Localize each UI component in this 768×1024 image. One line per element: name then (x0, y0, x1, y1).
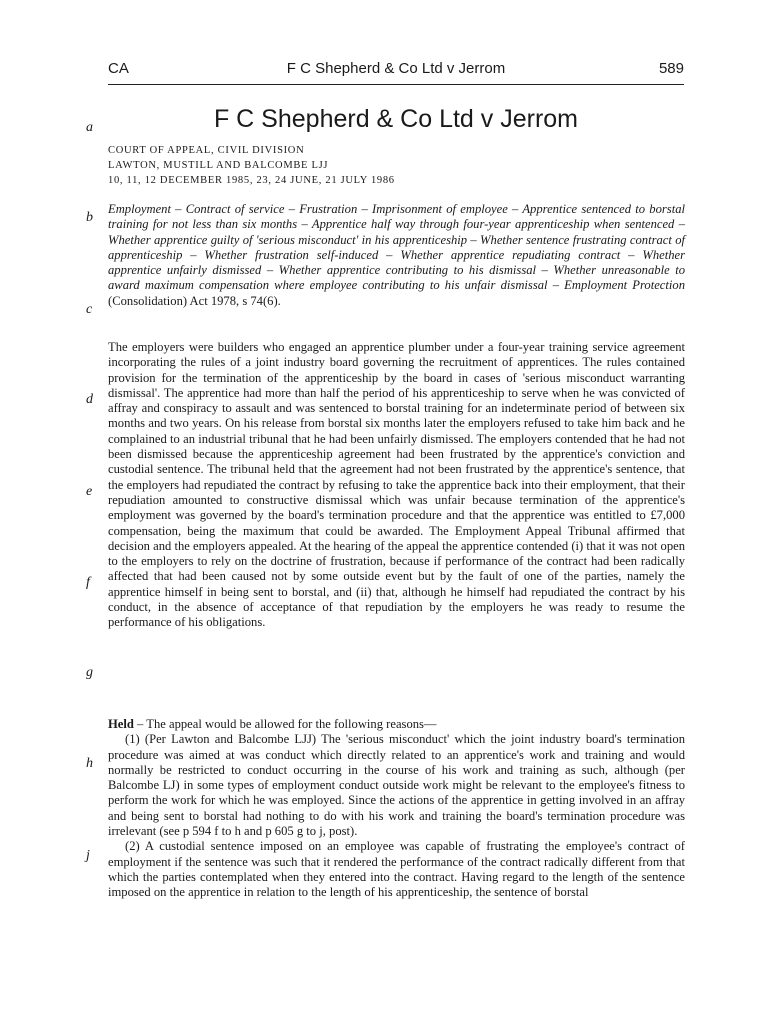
dates-line: 10, 11, 12 DECEMBER 1985, 23, 24 JUNE, 21 JULY 1986 (108, 175, 395, 186)
running-header (108, 60, 684, 82)
margin-letter-j: j (86, 848, 90, 863)
margin-letter-g: g (86, 665, 93, 680)
catchwords-text: Employment – Contract of service – Frustration – Imprisonment of employee – Apprentice sentenced to borstal training for not less than six months – Apprentice half way through four-year apprenticeship when sentenced – Whether apprentice guilty of 'serious misconduct' in his apprenticeship – Whether sentence frustrating contract of apprenticeship – Whether frustration self-induced – Whether apprentice repudiating contract – Whether apprentice unfairly dismissed – Whether apprentice contributing to his dismissal – Whether unreasonable to award maximum compensation where employee contributing to his unfair dismissal – Employment Protection (108, 202, 685, 293)
margin-letter-h: h (86, 756, 93, 771)
headnote-facts: The employers were builders who engaged an apprentice plumber under a four-year training service agreement incorporating the rules of a joint industry board governing the recruitment of apprentices. The rules contained provision for the termination of the apprenticeship by the board in cases of 'serious misconduct warranting dismissal'. The apprentice had more than half the period of his apprenticeship to serve when he was convicted of affray and conspiracy to assault and was sentenced to borstal training for an indeterminate period of between six months and two years. On his release from borstal six months later the employers refused to take him back and he complained to an industrial tribunal that he had been unfairly dismissed. The employers contended that he had not been dismissed because the apprenticeship agreement had been frustrated by the apprentice's conviction and custodial sentence. The tribunal held that the agreement had not been frustrated by the apprentice's sentence, that the employers had repudiated the contract by refusing to take the apprentice back into their employment, that their repudiation amounted to constructive dismissal which was unfair because termination of the apprentice's employment was governed by the board's termination procedure and that the apprentice was entitled to £7,000 compensation, being the maximum that could be awarded. The Employment Appeal Tribunal affirmed that decision and the employers appealed. At the hearing of the appeal the apprentice contended (i) that it was not open to the employers to rely on the doctrine of frustration, because if performance of the contract had been radically affected that had been caused not by some outside event but by the fault of one of the parties, namely the apprentice himself in being sent to borstal, and (ii) that, although he himself had repudiated the contract by his conduct, in the absence of acceptance of that repudiation by the employers he was ready to resume the performance of his obligations. (108, 340, 686, 630)
header-rule (108, 84, 684, 85)
catchwords-statute: (Consolidation) Act 1978, s 74(6). (108, 293, 281, 308)
margin-letter-b: b (86, 210, 93, 225)
margin-letter-e: e (86, 484, 93, 499)
held-intro (108, 717, 685, 732)
judges-line: LAWTON, MUSTILL AND BALCOMBE LJJ (108, 160, 329, 171)
held-label: Held (108, 717, 134, 731)
case-meta (108, 143, 684, 188)
held-intro-text: – The appeal would be allowed for the following reasons— (133, 717, 437, 731)
margin-letter-a: a (86, 120, 93, 135)
held-paragraph-2: (2) A custodial sentence imposed on an employee was capable of frustrating the employee's contract of employment if the sentence was such that it rendered the performance of the contract radically different from that which the parties contemplated when they entered into the contract. Having regard to the length of the sentence imposed on the apprentice in relation to the length of his apprenticeship, the sentence of borstal (108, 839, 685, 900)
margin-letter-c: c (86, 302, 93, 317)
catchwords (108, 202, 685, 309)
case-title: F C Shepherd & Co Ltd v Jerrom (213, 105, 579, 133)
held-paragraph-1: (1) (Per Lawton and Balcombe LJJ) The 'serious misconduct' which the joint industry board's termination procedure was aimed at was conduct which directly related to an apprentice's work and training and would normally be restricted to conduct occurring in the course of his work and training as such, although (per Balcombe LJ) in some types of employment conduct outside work might be relevant to the employee's fitness to perform the work for which he was employed. Since the actions of the apprentice in getting involved in an affray and being sent to borstal had nothing to do with his work and training the board's termination procedure was irrelevant (see p 594 f to h and p 605 g to j, post). (108, 732, 685, 839)
court-abbrev: CA (108, 60, 129, 77)
margin-letter-d: d (86, 392, 93, 407)
held-section (108, 717, 685, 901)
court-line: COURT OF APPEAL, CIVIL DIVISION (108, 145, 305, 156)
page-number: 589 (658, 60, 684, 77)
margin-letter-f: f (86, 575, 90, 590)
running-title: F C Shepherd & Co Ltd v Jerrom (286, 60, 506, 77)
